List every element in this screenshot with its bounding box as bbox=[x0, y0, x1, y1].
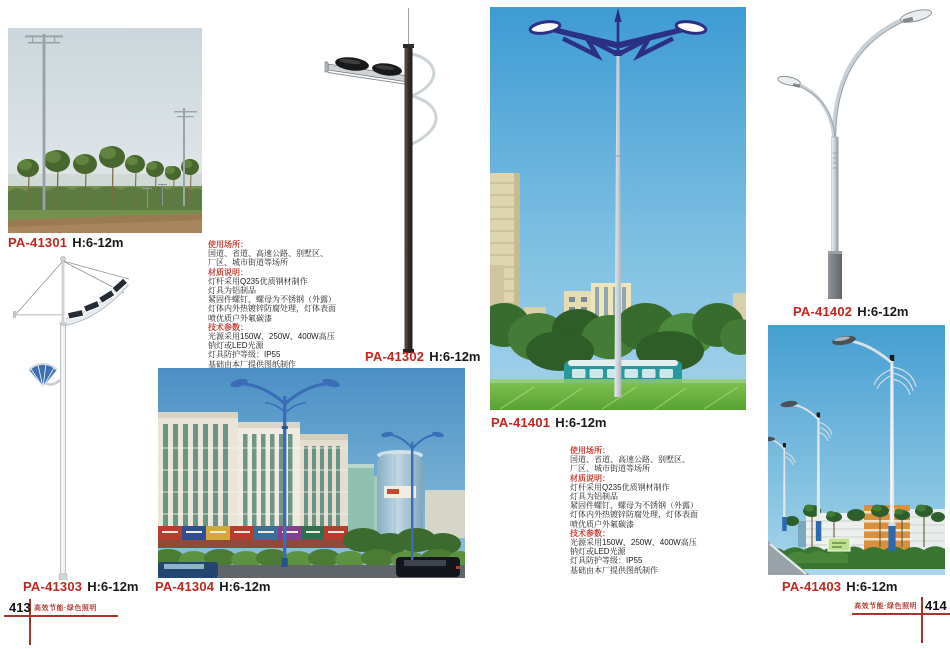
product-height: H:6-12m bbox=[846, 579, 898, 594]
product-photo-pa-41303 bbox=[2, 248, 142, 580]
spec-heading-tech: 技术参数： bbox=[570, 528, 610, 538]
spec-heading-usage: 使用场所： bbox=[208, 240, 248, 249]
footer-slogan-left: 高效节能·绿色照明 bbox=[34, 605, 97, 612]
decorative-curves bbox=[412, 54, 436, 144]
spec-heading-tech: 技术参数： bbox=[208, 322, 248, 332]
field-lamp-scene bbox=[8, 28, 202, 233]
product-label-pa-41302 bbox=[365, 350, 480, 364]
spec-heading-material: 材质说明： bbox=[208, 267, 248, 277]
roadside-lamp-row-scene bbox=[768, 325, 945, 575]
product-code: PA-41302 bbox=[365, 349, 425, 364]
city-street-scene bbox=[158, 368, 465, 578]
spec-block-right bbox=[570, 446, 730, 575]
spec-line: 紧固件螺钉、螺母为不锈钢（外露） bbox=[208, 295, 336, 305]
product-code: PA-41301 bbox=[8, 235, 68, 250]
spec-line: 光源采用150W、250W、400W高压 bbox=[570, 538, 697, 548]
spec-line: 基础由本厂提供图纸制作 bbox=[570, 565, 658, 575]
product-height: H:6-12m bbox=[429, 349, 481, 364]
product-code: PA-41304 bbox=[155, 579, 215, 594]
product-height: H:6-12m bbox=[857, 304, 909, 319]
footer-rule-right bbox=[852, 613, 950, 615]
spec-line: 喷优质户外氟碳漆 bbox=[208, 313, 272, 323]
spec-line: 灯具为铝制品 bbox=[208, 286, 256, 296]
spec-line: 国道、省道、高速公路、别墅区、 bbox=[570, 455, 690, 465]
product-code: PA-41402 bbox=[793, 304, 853, 319]
page-number-right: 414 bbox=[925, 598, 947, 613]
spec-line: 钠灯或LED光源 bbox=[570, 547, 626, 557]
footer-rule-left bbox=[4, 615, 118, 617]
spec-heading-material: 材质说明： bbox=[570, 473, 610, 483]
product-photo-pa-41403 bbox=[768, 325, 945, 575]
spec-line: 灯具防护等级：IP55 bbox=[570, 556, 643, 566]
product-height: H:6-12m bbox=[219, 579, 271, 594]
spec-line: 国道、省道、高速公路、别墅区、 bbox=[208, 249, 328, 259]
product-label-pa-41304 bbox=[155, 580, 270, 594]
spec-line: 灯体内外热镀锌防腐处理，灯体表面 bbox=[570, 510, 698, 520]
winged-lamp-scene bbox=[490, 7, 746, 410]
product-code: PA-41303 bbox=[23, 579, 83, 594]
footer-slogan-right: 高效节能·绿色照明 bbox=[854, 603, 917, 610]
tall-arm bbox=[834, 7, 933, 139]
roadside-sign bbox=[828, 538, 850, 551]
spec-line: 光源采用150W、250W、400W高压 bbox=[208, 332, 335, 342]
product-code: PA-41401 bbox=[491, 415, 551, 430]
spec-line: 灯杆采用Q235优质钢材制作 bbox=[570, 482, 670, 492]
spec-block-left bbox=[208, 240, 368, 369]
product-height: H:6-12m bbox=[87, 579, 139, 594]
arc-floodlight-pole bbox=[2, 248, 142, 580]
pole bbox=[403, 44, 414, 353]
product-height: H:6-12m bbox=[555, 415, 607, 430]
product-label-pa-41402 bbox=[793, 305, 908, 319]
pole bbox=[832, 137, 838, 253]
product-label-pa-41303 bbox=[23, 580, 138, 594]
product-photo-pa-41401 bbox=[490, 7, 746, 410]
left-bar bbox=[15, 314, 64, 316]
product-photo-pa-41304 bbox=[158, 368, 465, 578]
spec-line: 厂区、城市街道等场所 bbox=[208, 258, 288, 268]
spec-line: 厂区、城市街道等场所 bbox=[570, 464, 650, 474]
side-fan-lamp bbox=[29, 364, 60, 387]
spec-line: 喷优质户外氟碳漆 bbox=[570, 519, 634, 529]
spec-heading-usage: 使用场所： bbox=[570, 446, 610, 455]
spec-line: 钠灯或LED光源 bbox=[208, 341, 264, 351]
spec-line: 灯杆采用Q235优质钢材制作 bbox=[208, 276, 308, 286]
guy-wires bbox=[16, 261, 129, 314]
floodlights bbox=[68, 278, 128, 319]
spec-line: 灯具为铝制品 bbox=[570, 492, 618, 502]
product-height: H:6-12m bbox=[72, 235, 124, 250]
shop-fronts bbox=[158, 526, 348, 548]
silver-double-arm-pole bbox=[773, 7, 945, 299]
left-bar-tip bbox=[13, 311, 16, 318]
spec-line: 灯体内外热镀锌防腐处理，灯体表面 bbox=[208, 304, 336, 314]
product-photo-pa-41301 bbox=[8, 28, 202, 233]
product-label-pa-41401 bbox=[491, 416, 606, 430]
spec-line: 基础由本厂提供图纸制作 bbox=[208, 359, 296, 369]
product-label-pa-41403 bbox=[782, 580, 897, 594]
product-code: PA-41403 bbox=[782, 579, 842, 594]
short-arm bbox=[777, 75, 835, 139]
pole bbox=[59, 322, 67, 580]
page-number-left: 413 bbox=[9, 600, 31, 615]
footer-divider-right bbox=[921, 597, 923, 643]
product-photo-pa-41402 bbox=[773, 7, 945, 299]
spec-line: 紧固件螺钉、螺母为不锈钢（外露） bbox=[570, 501, 698, 511]
pole-base bbox=[828, 251, 842, 299]
spec-line: 灯具防护等级：IP55 bbox=[208, 350, 281, 360]
